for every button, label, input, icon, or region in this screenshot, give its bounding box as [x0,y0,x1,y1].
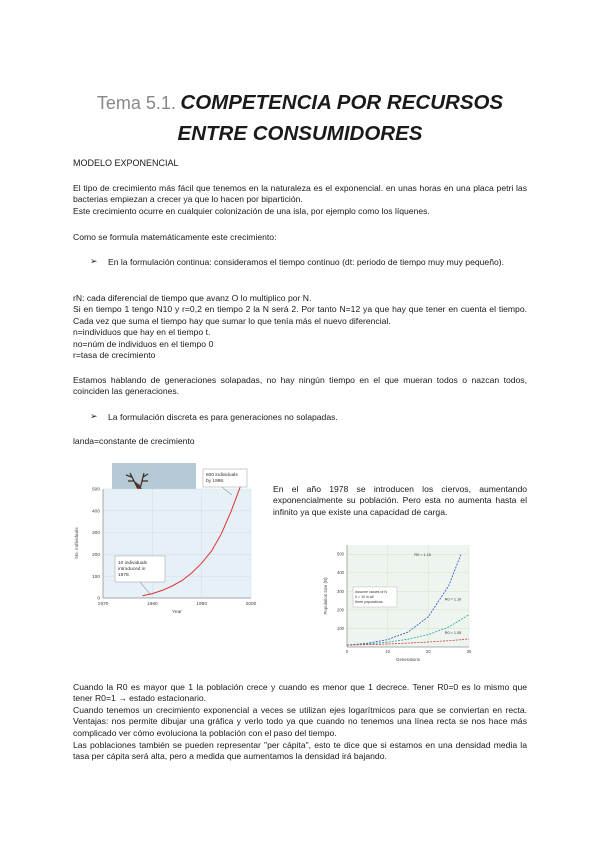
paragraph-log-axes: Cuando tenemos un crecimiento exponencial a veces se utilizan ejes logarítmicos para que se conviertan en recta. Ventajas: nos permite dibujar una gráfica y verlo todo ya que cuando no tenemos una línea recta se nos hace más complicado ver cómo evoluciona la población con el paso del tiempo. [73,705,527,738]
definition-n: n=individuos que hay en el tiempo t. [73,327,211,338]
y-tick-label: 100 [337,625,344,631]
title-line-1: COMPETENCIA POR RECURSOS [180,91,504,114]
x-tick-label: 1980 [146,602,158,607]
bullet-continuous: En la formulación continua: consideramos el tiempo continuo (dt: periodo de tiempo muy muy pequeño). [108,257,505,267]
r0-growth-figure [315,537,477,665]
y-tick-label: 0 [97,596,100,602]
bullet-discrete: La formulación discreta es para generaciones no solapadas. [108,412,338,422]
paragraph-definitions [73,293,527,361]
series-label: R0 = 1.10 [444,597,462,602]
deer-growth-figure [70,461,262,616]
annotation-line: 1978. [118,573,131,578]
x-tick-label: 0 [345,649,349,654]
definition-r: r=tasa de crecimiento [73,350,156,361]
paragraph-formula: Como se formula matemáticamente este crecimiento: [73,232,277,242]
paragraph-per-capita: Las poblaciones también se pueden representar "per cápita", esto te dice que si estamos en una densidad media la tasa per cápita será alta, pero a medida que aumentamos la densidad irá bajando. [73,740,527,762]
definition-example: Si en tiempo 1 tengo N10 y r=0,2 en tiempo 2 la N será 2. Por tanto N=12 ya que hay que tener en cuenta el tiempo. Cada vez que suma el tiempo hay que sumar lo que tenía más el nuevo diferencial. [73,304,527,326]
section-heading: MODELO EXPONENCIAL [73,158,179,168]
title-prefix: Tema 5.1. [96,93,176,113]
y-axis-label: No. individuals [75,527,80,559]
x-tick-label: 2000 [245,602,257,607]
y-tick-label: 500 [337,551,344,557]
paragraph-intro [73,183,527,217]
y-tick-label: 400 [337,570,344,576]
annotation-n0 [353,587,397,607]
definition-n0: no=núm de individuos en el tiempo 0 [73,338,214,349]
series-label: R0 = 1.15 [414,553,431,558]
y-tick-label: 500 [91,487,100,493]
paragraph-intro-a: El tipo de crecimiento más fácil que tenemos en la naturaleza es el exponencial. en unas horas en una placa petri las bacterias empiezan a crecer ya que lo hacen por bipartición. [73,183,527,205]
y-tick-label: 200 [337,607,344,613]
paragraph-overlapping: Estamos hablando de generaciones solapadas, no hay ningún tiempo en el que mueran todos o nazcan todos, coinciden las generaciones. [73,375,527,397]
series-label: R0 = 1.05 [444,631,462,636]
annotation-line: introduced in [118,567,146,572]
title-line-2: ENTRE CONSUMIDORES [177,122,423,145]
x-axis-label: Generations [396,657,420,662]
x-tick-label: 1990 [196,602,208,607]
paragraph-intro-b: Este crecimiento ocurre en cualquier colonización de una isla, por ejemplo como los líquenes. [73,205,430,216]
annotation-line: 0 = 10 in all [355,595,374,599]
annotation-line: three populations. [355,600,384,604]
annotation-line: Assume values of N [355,590,387,594]
bullet-arrow-icon: ➢ [90,256,98,266]
annotation-line: by 1998. [206,479,225,484]
y-tick-label: 400 [91,509,100,515]
y-axis-label: Population size (N) [323,577,328,615]
x-tick-label: 30 [466,649,472,654]
paragraph-r0: Cuando la R0 es mayor que 1 la población crece y cuando es menor que 1 decrece. Tener R0=0 es lo mismo que tener R0=1 → estado estacionario. [73,682,527,704]
paragraph-deer: En el año 1978 se introducen los ciervos, aumentando exponencialmente su población. Pero esta no aumenta hasta el infinito ya que existe una capacidad de carga. [273,484,527,517]
x-tick-label: 10 [385,649,391,654]
page-title [60,88,540,150]
x-axis-label: Year [172,610,182,615]
y-tick-label: 300 [337,588,344,594]
annotation-line: 10 individuals [118,561,148,566]
y-tick-label: 300 [91,531,100,537]
paragraph-lambda: landa=constante de crecimiento [73,436,195,446]
y-tick-label: 200 [91,553,100,558]
y-tick-label: 100 [91,574,100,580]
definition-rn: rN: cada diferencial de tiempo que avanz O lo multiplico por N. [73,293,312,303]
x-tick-label: 20 [425,649,431,654]
annotation-line: 600 individuals [206,473,238,478]
bullet-arrow-icon: ➢ [90,411,98,421]
x-tick-label: 1970 [97,602,109,607]
